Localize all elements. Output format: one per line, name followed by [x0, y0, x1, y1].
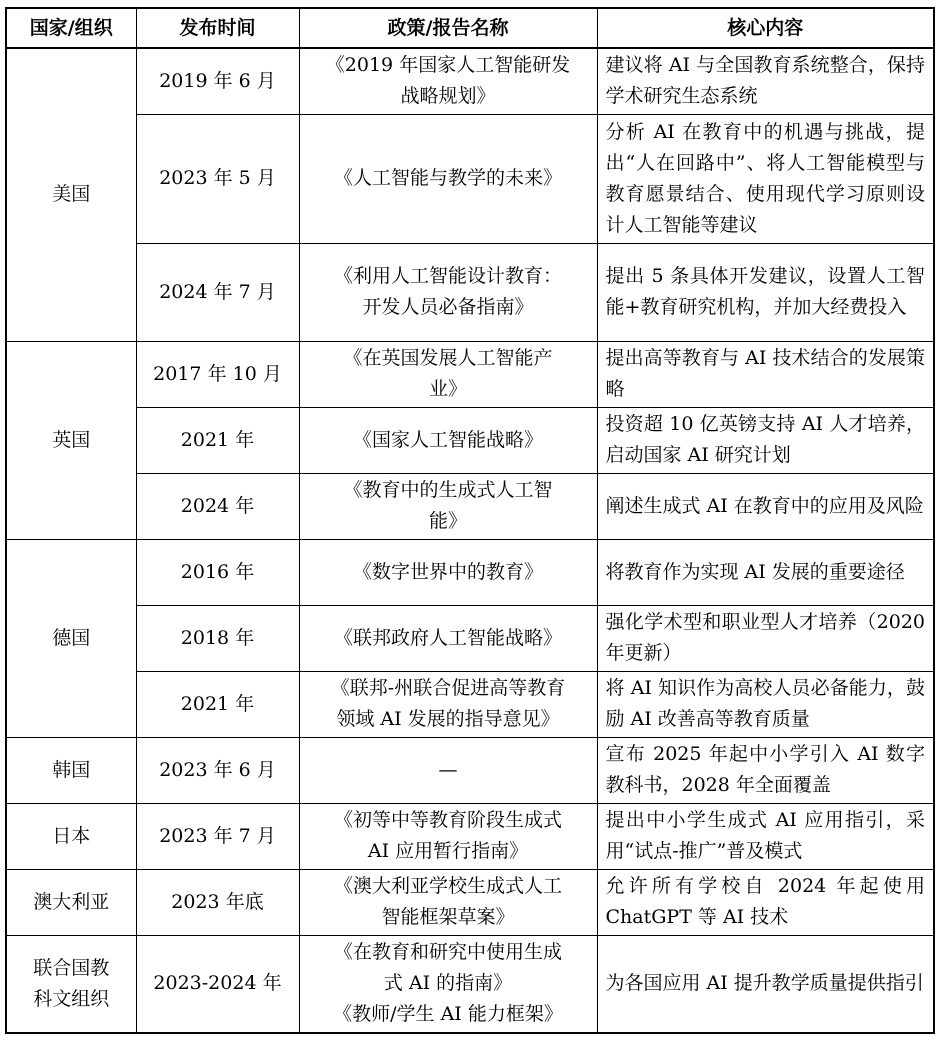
cell-policy	[299, 671, 597, 737]
policy-line: 领域 AI 发展的指导意见》	[336, 708, 560, 730]
cell-date: 2017 年 10 月	[136, 341, 299, 407]
table-row	[6, 48, 934, 114]
cell-date: 2016 年	[136, 539, 299, 605]
table-row	[6, 737, 934, 803]
cell-policy	[299, 473, 597, 539]
policy-line: 《联邦-州联合促进高等教育	[330, 677, 566, 699]
policy-line: 式 AI 的指南》	[383, 972, 513, 995]
policy-table	[5, 7, 935, 1034]
cell-date: 2021 年	[136, 407, 299, 473]
cell-policy	[299, 869, 597, 935]
cell-content: 阐述生成式 AI 在教育中的应用及风险	[597, 473, 934, 539]
cell-content: 提出中小学生成式 AI 应用指引，采用“试点-推广”普及模式	[597, 803, 934, 869]
cell-content: 允许所有学校自 2024 年起使用 ChatGPT 等 AI 技术	[597, 869, 934, 935]
cell-policy	[299, 539, 597, 605]
cell-policy	[299, 605, 597, 671]
cell-policy	[299, 114, 597, 243]
cell-date: 2023 年 7 月	[136, 803, 299, 869]
cell-policy	[299, 737, 597, 803]
policy-line: 战略规划》	[400, 85, 496, 108]
cell-policy	[299, 407, 597, 473]
policy-line: 开发人员必备指南》	[362, 296, 534, 318]
cell-date: 2024 年	[136, 473, 299, 539]
cell-date: 2024 年 7 月	[136, 243, 299, 341]
policy-line: 《联邦政府人工智能战略》	[333, 626, 562, 649]
country-line: 联合国教	[33, 956, 110, 979]
table-body	[6, 48, 934, 1033]
cell-content: 投资超 10 亿英镑支持 AI 人才培养，启动国家 AI 研究计划	[597, 407, 934, 473]
table-row	[6, 869, 934, 935]
cell-policy	[299, 341, 597, 407]
policy-line: 《在教育和研究中使用生成	[333, 941, 562, 964]
cell-policy	[299, 935, 597, 1033]
header-country: 国家/组织	[6, 8, 136, 48]
policy-line: 《在英国发展人工智能产	[343, 347, 553, 369]
policy-line: —	[438, 758, 458, 781]
policy-line: AI 应用暂行指南》	[367, 840, 529, 862]
table-row	[6, 803, 934, 869]
cell-date: 2023 年 6 月	[136, 737, 299, 803]
cell-content: 分析 AI 在教育中的机遇与挑战，提出“人在回路中”、将人工智能模型与教育愿景结合、使用现代学习原则设计人工智能等建议	[597, 114, 934, 243]
table-row	[6, 605, 934, 671]
cell-policy	[299, 48, 597, 114]
cell-date: 2023-2024 年	[136, 935, 299, 1033]
policy-line: 《初等中等教育阶段生成式	[333, 809, 562, 831]
table-row	[6, 473, 934, 539]
cell-date: 2023 年底	[136, 869, 299, 935]
cell-country: 美国	[6, 48, 136, 341]
policy-line: 《国家人工智能战略》	[352, 428, 543, 451]
header-policy: 政策/报告名称	[299, 8, 597, 48]
table-row	[6, 243, 934, 341]
cell-content: 将教育作为实现 AI 发展的重要途径	[597, 539, 934, 605]
table-row	[6, 407, 934, 473]
cell-country: 德国	[6, 539, 136, 737]
policy-line: 《利用人工智能设计教育：	[333, 265, 562, 287]
cell-content: 将 AI 知识作为高校人员必备能力，鼓励 AI 改善高等教育质量	[597, 671, 934, 737]
cell-content: 建议将 AI 与全国教育系统整合，保持学术研究生态系统	[597, 48, 934, 114]
table-row	[6, 341, 934, 407]
policy-line: 智能框架草案》	[381, 906, 515, 928]
policy-line: 《教育中的生成式人工智	[343, 479, 553, 501]
policy-line: 能》	[428, 510, 467, 532]
cell-date: 2021 年	[136, 671, 299, 737]
policy-line: 《教师/学生 AI 能力框架》	[333, 1003, 563, 1026]
cell-country: 韩国	[6, 737, 136, 803]
policy-line: 《数字世界中的教育》	[352, 560, 543, 583]
table-header-row	[6, 8, 934, 48]
cell-policy	[299, 243, 597, 341]
policy-line: 业》	[428, 378, 467, 400]
table-row	[6, 114, 934, 243]
cell-content: 为各国应用 AI 提升教学质量提供指引	[597, 935, 934, 1033]
cell-country: 日本	[6, 803, 136, 869]
cell-country	[6, 935, 136, 1033]
header-content: 核心内容	[597, 8, 934, 48]
cell-date: 2023 年 5 月	[136, 114, 299, 243]
policy-line: 《2019 年国家人工智能研发	[325, 54, 571, 77]
cell-content: 提出高等教育与 AI 技术结合的发展策略	[597, 341, 934, 407]
cell-date: 2019 年 6 月	[136, 48, 299, 114]
cell-date: 2018 年	[136, 605, 299, 671]
cell-country: 英国	[6, 341, 136, 539]
table-row	[6, 671, 934, 737]
cell-country: 澳大利亚	[6, 869, 136, 935]
cell-content: 强化学术型和职业型人才培养（2020 年更新）	[597, 605, 934, 671]
cell-policy	[299, 803, 597, 869]
cell-content: 宣布 2025 年起中小学引入 AI 数字教科书，2028 年全面覆盖	[597, 737, 934, 803]
table-row	[6, 935, 934, 1033]
policy-line: 《人工智能与教学的未来》	[333, 167, 562, 189]
country-line: 科文组织	[33, 987, 110, 1010]
header-date: 发布时间	[136, 8, 299, 48]
cell-content: 提出 5 条具体开发建议，设置人工智能+教育研究机构，并加大经费投入	[597, 243, 934, 341]
policy-line: 《澳大利亚学校生成式人工	[333, 875, 562, 897]
table-row	[6, 539, 934, 605]
